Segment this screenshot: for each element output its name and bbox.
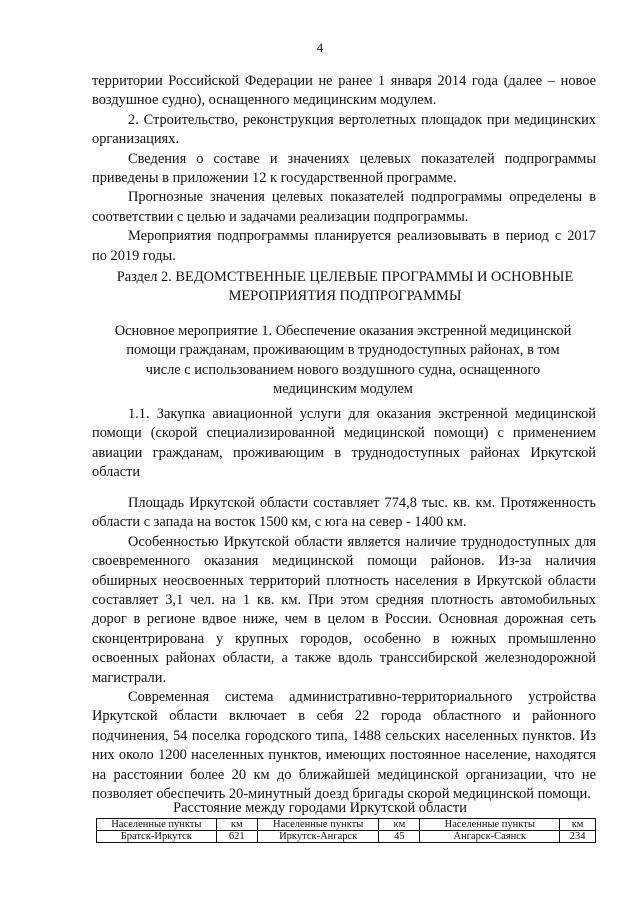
section-heading: Раздел 2. ВЕДОМСТВЕННЫЕ ЦЕЛЕВЫЕ ПРОГРАММЫ И ОСНОВНЫЕ МЕРОПРИЯТИЯ ПОДПРОГРАММЫ	[116, 269, 574, 305]
paragraph: территории Российской Федерации не ранее 1 января 2014 года (далее – новое воздушное судно), оснащенного медицинским модулем.	[92, 73, 596, 109]
table-cell: Ангарск-Саянск	[420, 831, 560, 843]
table-header-cell: Населенные пункты	[257, 819, 378, 831]
table-cell: 45	[379, 831, 420, 843]
table-cell: Братск-Иркутск	[97, 831, 217, 843]
paragraph: Современная система административно-территориального устройства Иркутской области включает в себя 22 города областного и районного подчинения, 54 поселка городского типа, 1488 сельских населенных пунктов. Из них около 1200 населенных пунктов, имеющих постоянное население, находятся на расстоянии более 20 км до ближайшей медицинской организации, что не позволяет обеспечить 20-минутный доезд бригады скорой медицинской помощи.	[92, 689, 596, 803]
table-row	[97, 831, 596, 843]
paragraph: Мероприятия подпрограммы планируется реализовывать в период с 2017 по 2019 годы.	[92, 228, 596, 264]
paragraph: Прогнозные значения целевых показателей подпрограммы определены в соответствии с целью и задачами реализации подпрограммы.	[92, 189, 596, 225]
table-cell: 234	[560, 831, 596, 843]
paragraph: Сведения о составе и значениях целевых показателей подпрограммы приведены в приложении 12 к государственной программе.	[92, 150, 596, 187]
text-block-bottom	[92, 494, 596, 805]
table-header-cell: км	[216, 819, 257, 831]
paragraph: Особенностью Иркутской области является наличие труднодоступных для своевременного оказания медицинской помощи районов. Из-за наличия обширных неосвоенных территорий плотность населения в Иркутской области составляет 3,1 чел. на 1 кв. км. При этом средняя плотность автомобильных дорог в регионе вдвое ниже, чем в целом в России. Основная дорожная сеть сконцентрирована у крупных городов, особенно в южных промышленно освоенных районах области, а также вдоль транссибирской железнодорожной магистрали.	[92, 533, 596, 686]
table-header-cell: Населенные пункты	[97, 819, 217, 831]
paragraph: Площадь Иркутской области составляет 774,8 тыс. кв. км. Протяженность области с запада на восток 1500 км, с юга на север - 1400 км.	[92, 495, 596, 531]
distance-table	[96, 818, 596, 843]
table-title: Расстояние между городами Иркутской области	[173, 800, 467, 816]
table-header-row	[97, 819, 596, 831]
table-header-cell: Населенные пункты	[420, 819, 560, 831]
table-header-cell: км	[560, 819, 596, 831]
measure-heading: Основное мероприятие 1. Обеспечение оказания экстренной медицинской помощи гражданам, проживающим в труднодоступных районах, в том числе с использованием нового воздушного судна, оснащенного медицинским модулем	[114, 323, 572, 398]
page-number: 4	[316, 40, 324, 55]
text-block-top	[92, 72, 596, 266]
table-cell: Иркутск-Ангарск	[257, 831, 378, 843]
table-cell: 621	[216, 831, 257, 843]
table-header-cell: км	[379, 819, 420, 831]
subitem-heading: 1.1. Закупка авиационной услуги для оказания экстренной медицинской помощи (скорой специализированной медицинской помощи) с применением авиации гражданам, проживающим в труднодоступных районах Иркутской области	[92, 406, 596, 481]
paragraph: 2. Строительство, реконструкция вертолетных площадок при медицинских организациях.	[92, 111, 596, 148]
